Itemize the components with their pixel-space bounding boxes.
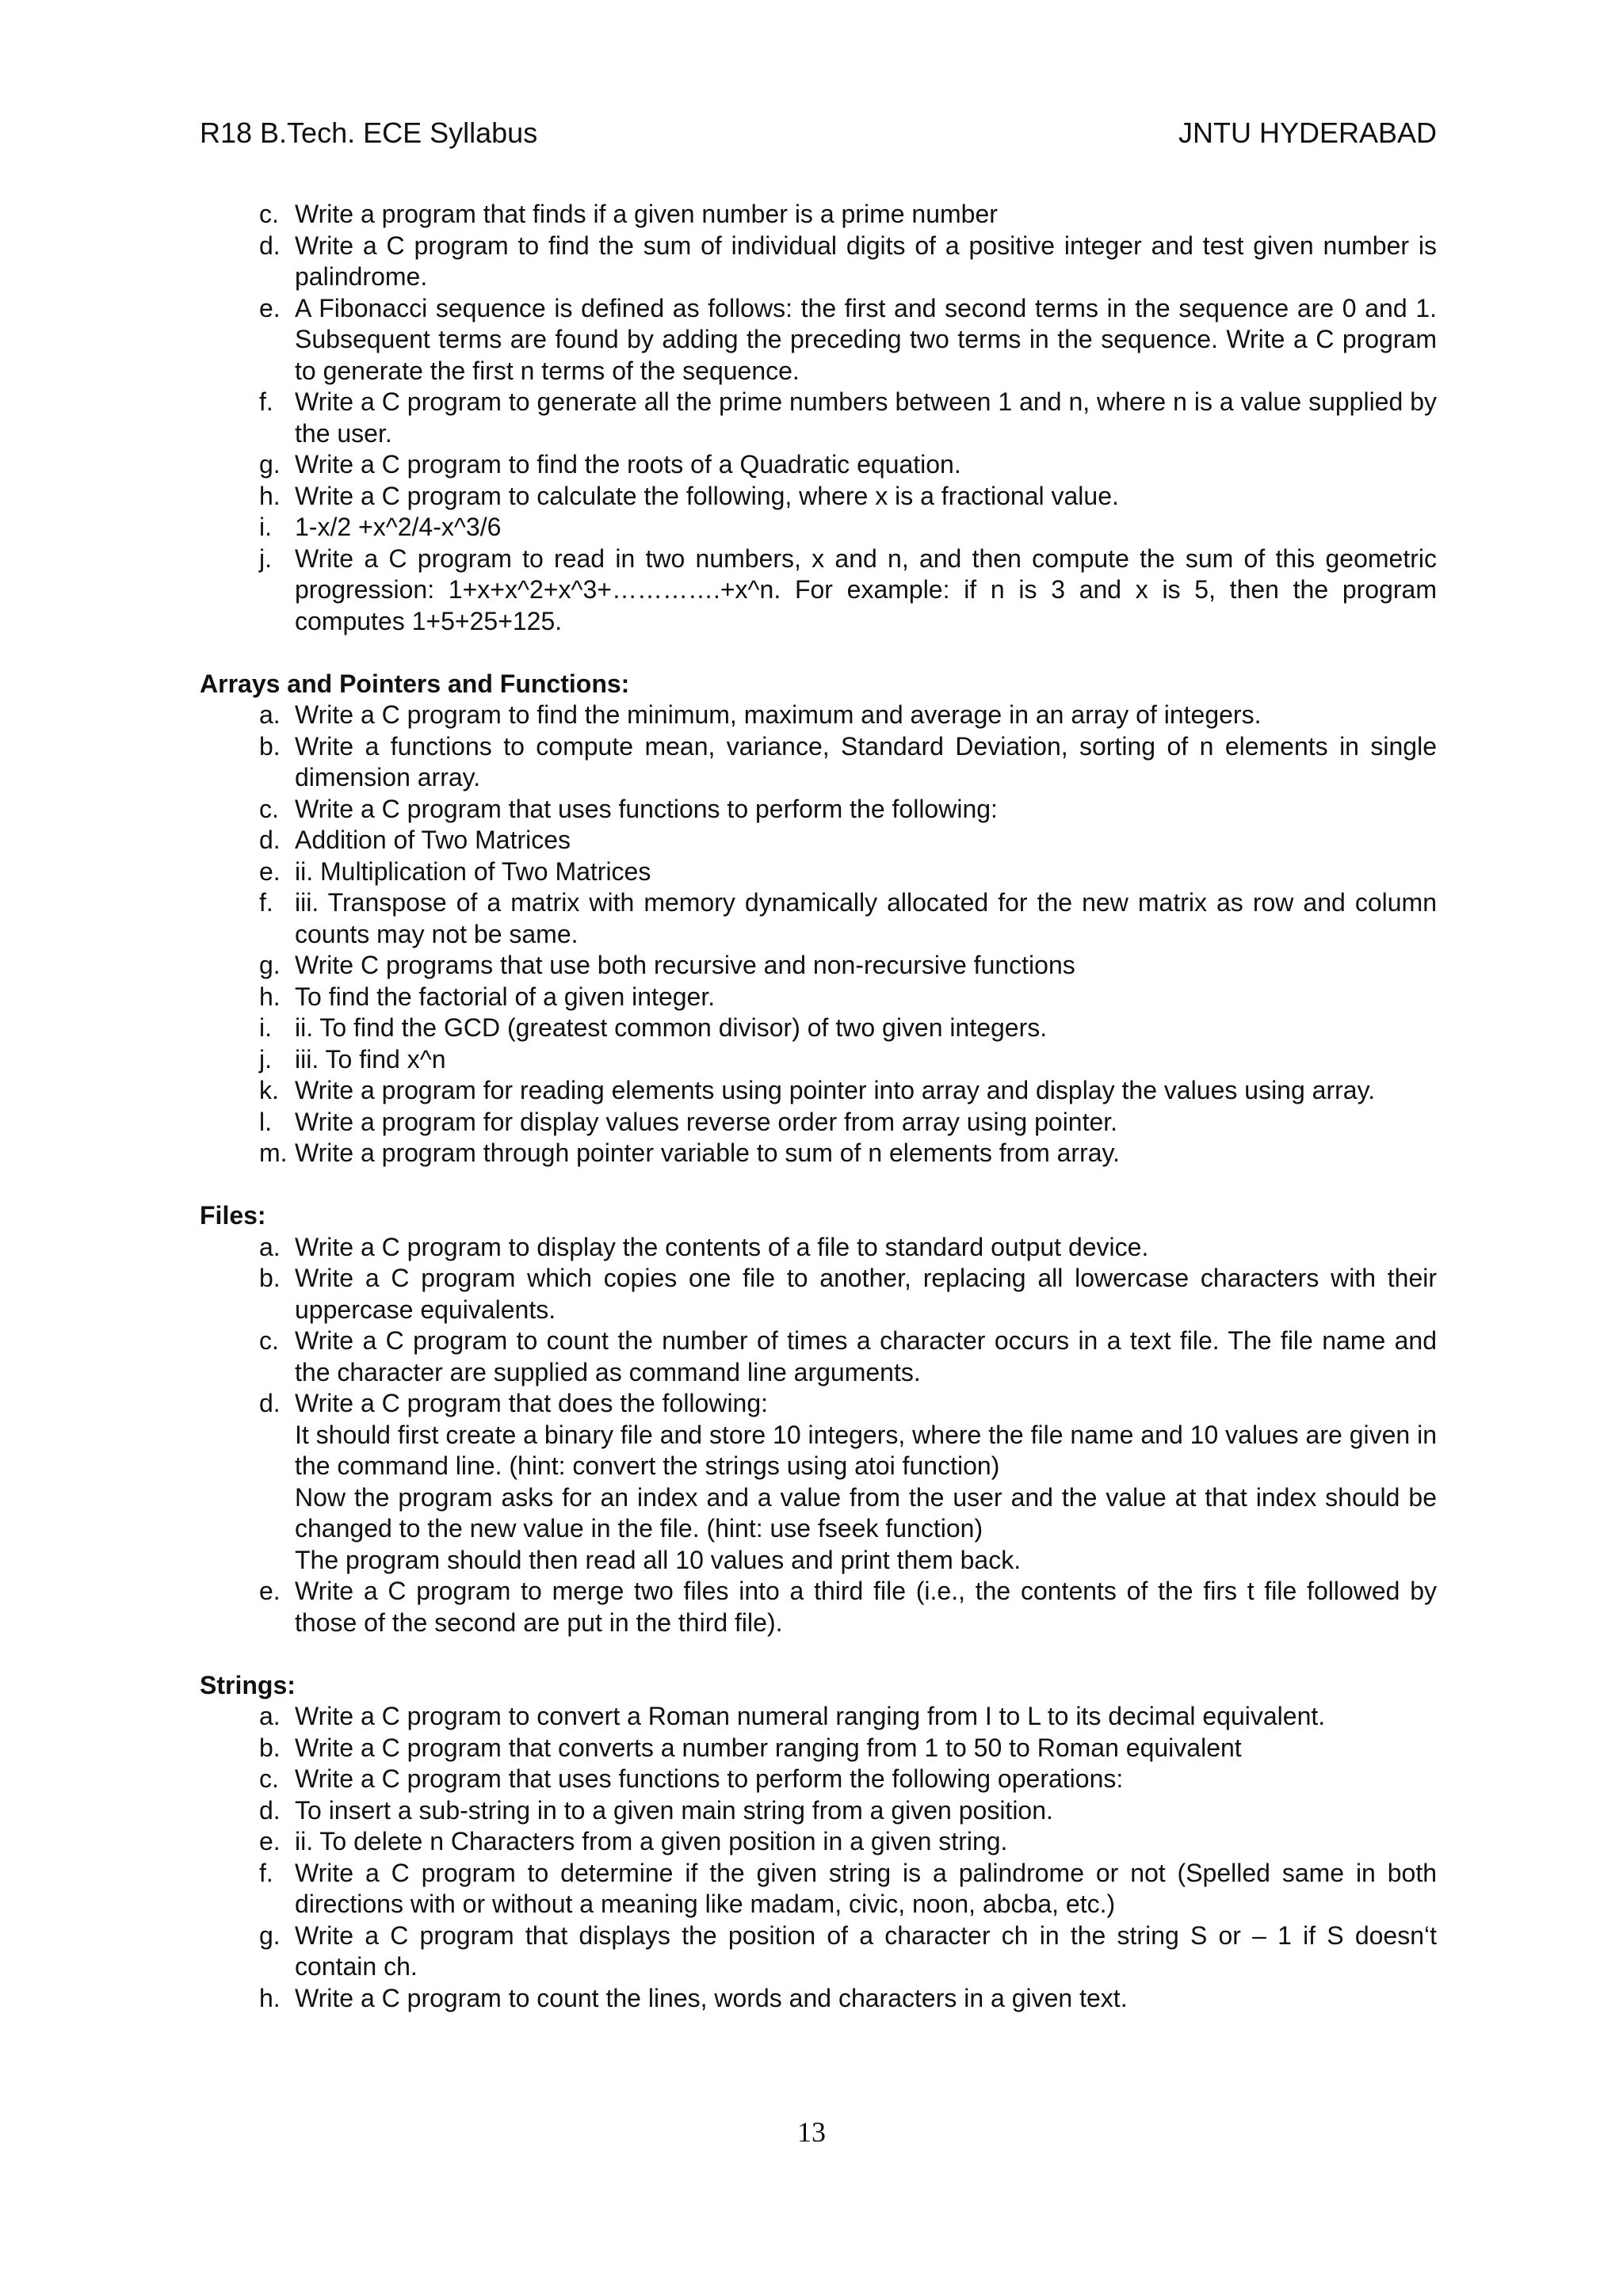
list-item-paragraph: The program should then read all 10 values and print them back. [295, 1545, 1022, 1574]
list-marker [200, 1920, 295, 1983]
list-item-text: Write a program that finds if a given number is a prime number [295, 200, 998, 228]
list-marker [200, 1263, 295, 1325]
list-marker-label: f. [259, 888, 273, 917]
list-marker [200, 950, 295, 982]
list-item [200, 512, 1437, 543]
list-item-body [295, 199, 1437, 231]
list-item-text: Write a C program that uses functions to perform the following: [295, 794, 998, 823]
list-item-text: iii. Transpose of a matrix with memory dynamically allocated for the new matrix as row and column counts may not be same. [295, 888, 1437, 948]
list-item-body [295, 1920, 1437, 1983]
list-item-body [295, 1733, 1437, 1764]
list-item-body [295, 1826, 1437, 1858]
list-marker-label: i. [259, 1013, 272, 1042]
list-item [200, 481, 1437, 513]
list-item [200, 1044, 1437, 1076]
list-marker [200, 199, 295, 231]
list-marker [200, 1232, 295, 1264]
list-item-text: Write a C program to display the contents of a file to standard output device. [295, 1232, 1149, 1261]
list-item-body [295, 794, 1437, 826]
list-item-text: Addition of Two Matrices [295, 826, 571, 854]
list-item [200, 1138, 1437, 1169]
list-item [200, 1388, 1437, 1576]
list-marker [200, 1733, 295, 1764]
list-item-text: ii. Multiplication of Two Matrices [295, 856, 651, 886]
list-item [200, 794, 1437, 826]
syllabus-sections [200, 637, 1437, 2014]
list-item-text: Write a C program to calculate the following, where x is a fractional value. [295, 481, 1119, 510]
list-item-body [295, 543, 1437, 638]
list-item-text: Write a C program to count the lines, words and characters in a given text. [295, 1983, 1128, 2012]
list-marker [200, 1075, 295, 1107]
list-marker [200, 512, 295, 543]
section-spacer [200, 1638, 1437, 1670]
list-item [200, 293, 1437, 387]
list-item [200, 1764, 1437, 1795]
section-heading: Arrays and Pointers and Functions: [200, 669, 630, 698]
list-item [200, 700, 1437, 731]
list-item-text: ii. To find the GCD (greatest common divisor) of two given integers. [295, 1013, 1048, 1042]
section-spacer [200, 637, 1437, 669]
list-item [200, 1107, 1437, 1138]
list-marker-label: f. [259, 387, 273, 416]
list-item [200, 1325, 1437, 1388]
list-marker-label: j. [259, 543, 272, 573]
list-item-text: Write a C program to read in two numbers, x and n, and then compute the sum of this geometric progression: 1+x+x^2+x^3+………….+x^n. For example: if n is 3 and x is 5, then the program computes 1+5+25+125. [295, 543, 1437, 635]
list-item-text: Write a C program to generate all the prime numbers between 1 and n, where n is a value supplied by the user. [295, 387, 1437, 448]
list-item-text: Write a C program to merge two files into a third file (i.e., the contents of the firs t file followed by those of the second are put in the third file). [295, 1577, 1437, 1637]
list-item [200, 856, 1437, 888]
list-item-text: To insert a sub-string in to a given main string from a given position. [295, 1795, 1053, 1825]
list-item-body [295, 1263, 1437, 1325]
list-marker [200, 1826, 295, 1858]
list-item-body [295, 950, 1437, 982]
list-item [200, 887, 1437, 950]
list-marker [200, 387, 295, 449]
list-item [200, 387, 1437, 449]
list-item-text: Write a program for reading elements using pointer into array and display the values using array. [295, 1076, 1376, 1104]
list-item-text: ii. To delete n Characters from a given position in a given string. [295, 1827, 1008, 1855]
list-marker-label: i. [259, 513, 272, 541]
list-item-body [295, 512, 1437, 543]
list-marker-label: b. [259, 1733, 281, 1762]
list-item [200, 1075, 1437, 1107]
list-item-body [295, 887, 1437, 950]
list-item-text: Write a C program to find the sum of individual digits of a positive integer and test given number is palindrome. [295, 231, 1437, 291]
list-item-body [295, 1325, 1437, 1388]
list-marker [200, 449, 295, 481]
section-heading: Files: [200, 1201, 266, 1230]
list-item [200, 231, 1437, 293]
list-item-text: Write a C program that does the following: [295, 1389, 769, 1417]
list-marker-label: c. [259, 200, 279, 228]
list-marker [200, 293, 295, 387]
header-university: JNTU HYDERABAD [1178, 116, 1437, 149]
list-item-body [295, 1701, 1437, 1733]
list-item [200, 1983, 1437, 2015]
list-marker-label: e. [259, 293, 281, 322]
list-item-text: Write a functions to compute mean, variance, Standard Deviation, sorting of n elements in single dimension array. [295, 731, 1437, 791]
list-marker-label: g. [259, 951, 281, 979]
list-item-body [295, 231, 1437, 293]
list-item [200, 543, 1437, 638]
list-marker [200, 1764, 295, 1795]
list-marker-label: c. [259, 1764, 279, 1793]
list-marker [200, 731, 295, 794]
list-marker [200, 1013, 295, 1044]
list-item-body [295, 825, 1437, 856]
list-marker-label: e. [259, 1827, 281, 1855]
list-marker-label: j. [259, 1044, 272, 1074]
list-item-body [295, 856, 1437, 888]
list-item-text: Write a C program that uses functions to perform the following operations: [295, 1764, 1124, 1793]
list-marker [200, 1858, 295, 1920]
list-marker [200, 1138, 295, 1169]
header-course-title: R18 B.Tech. ECE Syllabus [200, 116, 538, 149]
list-item [200, 825, 1437, 856]
list-item [200, 199, 1437, 231]
list-marker [200, 1325, 295, 1388]
list-item-text: Write a C program that displays the position of a character ch in the string S or – 1 if S doesn‘t contain ch. [295, 1920, 1437, 1981]
list-marker [200, 1576, 295, 1638]
list-marker-label: e. [259, 1577, 281, 1605]
list-marker [200, 700, 295, 731]
list-marker-label: a. [259, 1702, 281, 1730]
list-marker-label: h. [259, 1983, 281, 2012]
list-marker-label: d. [259, 826, 281, 854]
list-item [200, 1826, 1437, 1858]
list-item-body [295, 1232, 1437, 1264]
list-marker [200, 231, 295, 293]
list-marker-label: c. [259, 1326, 279, 1355]
list-marker-label: d. [259, 1389, 281, 1417]
list-marker [200, 1983, 295, 2015]
list-item-body [295, 982, 1437, 1013]
list-item [200, 982, 1437, 1013]
list-item [200, 1232, 1437, 1264]
list-item-body [295, 1764, 1437, 1795]
list-item-text: Write a program through pointer variable to sum of n elements from array. [295, 1138, 1121, 1167]
list-item-body [295, 293, 1437, 387]
list-item [200, 449, 1437, 481]
list-item-body [295, 481, 1437, 513]
syllabus-content [200, 199, 1437, 2014]
list-item-body [295, 1013, 1437, 1044]
list-marker-label: c. [259, 794, 279, 823]
list-marker [200, 1044, 295, 1076]
list-item-body [295, 700, 1437, 731]
list-item [200, 1858, 1437, 1920]
list-item-text: iii. To find x^n [295, 1044, 446, 1074]
list-marker [200, 543, 295, 638]
list-item-text: Write a C program that converts a number ranging from 1 to 50 to Roman equivalent [295, 1733, 1242, 1762]
list-marker-label: f. [259, 1858, 273, 1887]
list-item-body [295, 1576, 1437, 1638]
list-item-body [295, 1983, 1437, 2015]
list-marker [200, 481, 295, 513]
section-list [200, 1232, 1437, 1639]
list-marker [200, 1795, 295, 1827]
list-marker [200, 1701, 295, 1733]
list-item-text: A Fibonacci sequence is defined as follows: the first and second terms in the sequence are 0 and 1. Subsequent terms are found by adding the preceding two terms in the sequence. Write a C program to generate the first n terms of the sequence. [295, 293, 1437, 385]
list-item-text: Write a C program to count the number of times a character occurs in a text file. The file name and the character are supplied as command line arguments. [295, 1326, 1437, 1386]
list-item [200, 1263, 1437, 1325]
section-list [200, 700, 1437, 1169]
list-marker [200, 1388, 295, 1576]
program-list [200, 199, 1437, 637]
list-marker-label: e. [259, 856, 281, 886]
list-marker [200, 825, 295, 856]
list-item-paragraph: Now the program asks for an index and a value from the user and the value at that index should be changed to the new value in the file. (hint: use fseek function) [295, 1482, 1437, 1543]
list-item-text: Write a C program to convert a Roman numeral ranging from I to L to its decimal equivalent. [295, 1702, 1326, 1730]
list-item [200, 1576, 1437, 1638]
list-item-text: Write C programs that use both recursive and non-recursive functions [295, 951, 1075, 979]
list-item-body [295, 1138, 1437, 1169]
section-spacer [200, 1169, 1437, 1201]
list-item-paragraph: It should first create a binary file and store 10 integers, where the file name and 10 values are given in the command line. (hint: convert the strings using atoi function) [295, 1420, 1437, 1480]
list-item-body [295, 449, 1437, 481]
list-item [200, 731, 1437, 794]
list-marker-label: h. [259, 982, 281, 1011]
list-marker-label: l. [259, 1107, 272, 1136]
list-marker-label: a. [259, 1232, 281, 1261]
section-list [200, 1701, 1437, 2014]
list-marker-label: m. [259, 1138, 288, 1167]
list-marker-label: g. [259, 450, 281, 479]
list-marker-label: k. [259, 1076, 279, 1104]
list-marker-label: b. [259, 1264, 281, 1292]
list-item [200, 1920, 1437, 1983]
list-item [200, 1795, 1437, 1827]
list-item-text: To find the factorial of a given integer. [295, 982, 716, 1011]
list-marker [200, 794, 295, 826]
list-item-text: Write a C program which copies one file to another, replacing all lowercase characters with their uppercase equivalents. [295, 1264, 1437, 1324]
list-item [200, 1733, 1437, 1764]
list-item-body [295, 387, 1437, 449]
list-item-text: Write a program for display values reverse order from array using pointer. [295, 1107, 1118, 1136]
list-item-text: Write a C program to find the roots of a Quadratic equation. [295, 450, 961, 479]
list-item-body [295, 1858, 1437, 1920]
list-item-body [295, 1388, 1437, 1576]
list-item [200, 1013, 1437, 1044]
list-marker [200, 982, 295, 1013]
list-marker-label: d. [259, 1795, 281, 1825]
list-item-text: Write a C program to find the minimum, maximum and average in an array of integers. [295, 700, 1262, 729]
list-marker [200, 887, 295, 950]
list-marker [200, 856, 295, 888]
list-item-body [295, 1075, 1437, 1107]
list-marker [200, 1107, 295, 1138]
page-number: 13 [797, 2116, 826, 2148]
list-item-text: Write a C program to determine if the given string is a palindrome or not (Spelled same in both directions with or without a meaning like madam, civic, noon, abcba, etc.) [295, 1858, 1437, 1918]
section-heading: Strings: [200, 1670, 296, 1699]
list-marker-label: b. [259, 731, 281, 761]
list-item [200, 1701, 1437, 1733]
list-item-text: 1-x/2 +x^2/4-x^3/6 [295, 513, 502, 541]
list-item-body [295, 1044, 1437, 1076]
list-marker-label: g. [259, 1920, 281, 1950]
list-item [200, 950, 1437, 982]
list-item-body [295, 1795, 1437, 1827]
list-marker-label: d. [259, 231, 281, 260]
list-item-body [295, 1107, 1437, 1138]
list-marker-label: a. [259, 700, 281, 729]
list-item-body [295, 731, 1437, 794]
list-marker-label: h. [259, 481, 281, 510]
